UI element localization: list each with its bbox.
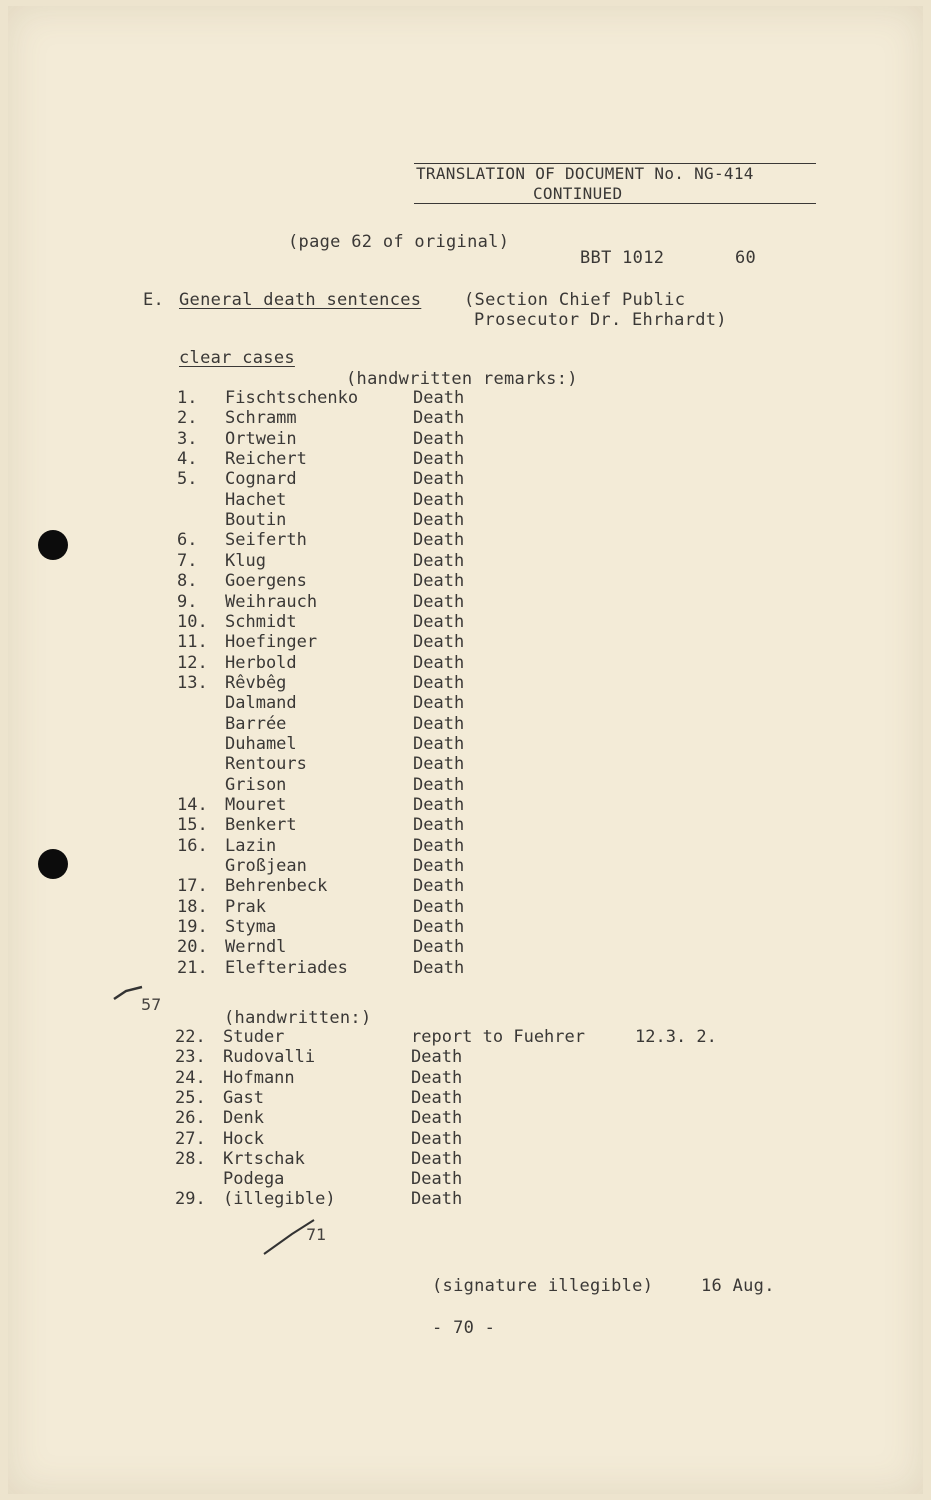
- item-name: Hoefinger: [225, 632, 318, 653]
- clear-cases-label: clear cases: [179, 348, 295, 368]
- item-remark: Death: [411, 1128, 463, 1149]
- item-remark: Death: [413, 510, 465, 531]
- bottom-mark-71: 71: [306, 1225, 327, 1244]
- item-remark: Death: [413, 937, 465, 958]
- item-remark: Death: [413, 672, 465, 693]
- item-remark: Death: [413, 795, 465, 815]
- item-number: 10.: [177, 611, 208, 632]
- signature-line: (signature illegible): [432, 1276, 654, 1296]
- item-number: 1.: [177, 388, 198, 408]
- item-name: Gast: [223, 1087, 264, 1108]
- item-number: 15.: [177, 815, 208, 836]
- item-number: 8.: [177, 571, 198, 592]
- item-remark: Death: [413, 449, 465, 470]
- section-note-line2: Prosecutor Dr. Ehrhardt): [474, 310, 727, 330]
- punch-hole-top: [38, 530, 68, 560]
- item-number: 3.: [177, 428, 198, 449]
- item-number: 13.: [177, 672, 208, 693]
- item-number: 21.: [177, 957, 208, 978]
- item-remark: Death: [411, 1087, 463, 1108]
- item-extra: 12.3. 2.: [635, 1027, 717, 1047]
- page-number: - 70 -: [432, 1318, 496, 1338]
- item-name: Hofmann: [223, 1067, 295, 1088]
- file-reference: BBT 1012: [580, 248, 665, 268]
- handwritten-label: (handwritten:): [224, 1008, 372, 1028]
- item-number: 7.: [177, 550, 198, 571]
- item-remark: Death: [413, 408, 465, 429]
- item-name: Dalmand: [225, 693, 297, 714]
- page-reference: (page 62 of original): [288, 232, 510, 252]
- item-number: 9.: [177, 591, 198, 612]
- item-remark: Death: [413, 896, 465, 917]
- item-remark: Death: [413, 428, 465, 449]
- item-remark: Death: [413, 917, 465, 938]
- item-number: 22.: [175, 1027, 206, 1047]
- item-name: Schmidt: [225, 611, 297, 632]
- item-number: 28.: [175, 1148, 206, 1169]
- item-number: 2.: [177, 408, 198, 429]
- item-name: Behrenbeck: [225, 876, 328, 897]
- item-name: Barrée: [225, 713, 287, 734]
- item-number: 6.: [177, 530, 198, 551]
- item-name: Lazin: [225, 835, 277, 856]
- item-number: 12.: [177, 652, 208, 673]
- item-name: Schramm: [225, 408, 297, 429]
- item-number: 19.: [177, 917, 208, 938]
- item-name: Goergens: [225, 571, 307, 592]
- item-remark: Death: [413, 733, 465, 754]
- item-name: Herbold: [225, 652, 297, 673]
- item-remark: Death: [413, 815, 465, 836]
- item-remark: Death: [413, 632, 465, 653]
- item-name: Denk: [223, 1108, 264, 1129]
- item-remark: Death: [411, 1189, 463, 1210]
- file-number: 60: [735, 248, 757, 268]
- item-remark: Death: [411, 1047, 463, 1068]
- item-number: 23.: [175, 1047, 206, 1068]
- item-name: Hock: [223, 1128, 264, 1149]
- item-name: Mouret: [225, 795, 287, 815]
- item-number: 20.: [177, 937, 208, 958]
- item-name: Fischtschenko: [225, 388, 359, 408]
- signature-date: 16 Aug.: [701, 1276, 775, 1296]
- item-name: Styma: [225, 917, 277, 938]
- item-number: 5.: [177, 469, 198, 490]
- item-remark: Death: [413, 388, 465, 408]
- item-number: 29.: [175, 1189, 206, 1210]
- header-rule-top: [414, 163, 816, 164]
- item-number: 27.: [175, 1128, 206, 1149]
- item-name: Reichert: [225, 449, 307, 470]
- item-remark: Death: [413, 856, 465, 877]
- item-name: Rentours: [225, 754, 307, 775]
- item-name: Prak: [225, 896, 266, 917]
- item-number: 14.: [177, 795, 208, 815]
- item-remark: Death: [413, 693, 465, 714]
- item-remark: Death: [413, 571, 465, 592]
- header-rule-bottom: [414, 203, 816, 204]
- item-number: 26.: [175, 1108, 206, 1129]
- item-name: Rêvbêg: [225, 672, 287, 693]
- section-note-line1: (Section Chief Public: [464, 290, 686, 310]
- item-name: Klug: [225, 550, 266, 571]
- item-name: Elefteriades: [225, 957, 348, 978]
- item-remark: Death: [413, 591, 465, 612]
- item-name: Studer: [223, 1027, 285, 1047]
- item-remark: Death: [413, 489, 465, 510]
- item-number: 25.: [175, 1087, 206, 1108]
- item-remark: Death: [411, 1067, 463, 1088]
- item-remark: Death: [413, 957, 465, 978]
- item-remark: Death: [413, 652, 465, 673]
- item-name: Werndl: [225, 937, 287, 958]
- item-name: (illegible): [223, 1189, 336, 1210]
- item-remark: Death: [413, 550, 465, 571]
- document-page: [8, 6, 923, 1494]
- item-remark: Death: [413, 835, 465, 856]
- header-title-line1: TRANSLATION OF DOCUMENT No. NG-414: [416, 164, 754, 183]
- item-name: Hachet: [225, 489, 287, 510]
- item-number: 17.: [177, 876, 208, 897]
- item-number: 24.: [175, 1067, 206, 1088]
- item-name: Boutin: [225, 510, 287, 531]
- item-name: Großjean: [225, 856, 307, 877]
- item-remark: Death: [413, 469, 465, 490]
- item-number: 11.: [177, 632, 208, 653]
- section-letter: E.: [143, 290, 165, 310]
- section-title: General death sentences: [179, 290, 422, 310]
- item-name: Krtschak: [223, 1148, 305, 1169]
- item-number: 16.: [177, 835, 208, 856]
- item-name: Podega: [223, 1169, 285, 1190]
- margin-mark-57: 57: [141, 995, 162, 1014]
- item-name: Grison: [225, 774, 287, 795]
- item-name: Cognard: [225, 469, 297, 490]
- item-remark: Death: [411, 1148, 463, 1169]
- item-remark: Death: [411, 1108, 463, 1129]
- item-remark: Death: [413, 713, 465, 734]
- item-name: Duhamel: [225, 733, 297, 754]
- item-name: Seiferth: [225, 530, 307, 551]
- item-remark: Death: [413, 754, 465, 775]
- handwritten-remarks-label: (handwritten remarks:): [346, 369, 578, 389]
- item-name: Benkert: [225, 815, 297, 836]
- punch-hole-bottom: [38, 849, 68, 879]
- item-name: Weihrauch: [225, 591, 318, 612]
- item-remark: Death: [413, 530, 465, 551]
- item-remark: Death: [411, 1169, 463, 1190]
- item-remark: Death: [413, 876, 465, 897]
- item-remark: Death: [413, 611, 465, 632]
- item-number: 18.: [177, 896, 208, 917]
- item-remark: Death: [413, 774, 465, 795]
- item-name: Rudovalli: [223, 1047, 316, 1068]
- item-number: 4.: [177, 449, 198, 470]
- item-remark: report to Fuehrer: [411, 1027, 585, 1047]
- header-title-line2: CONTINUED: [533, 184, 623, 203]
- item-name: Ortwein: [225, 428, 297, 449]
